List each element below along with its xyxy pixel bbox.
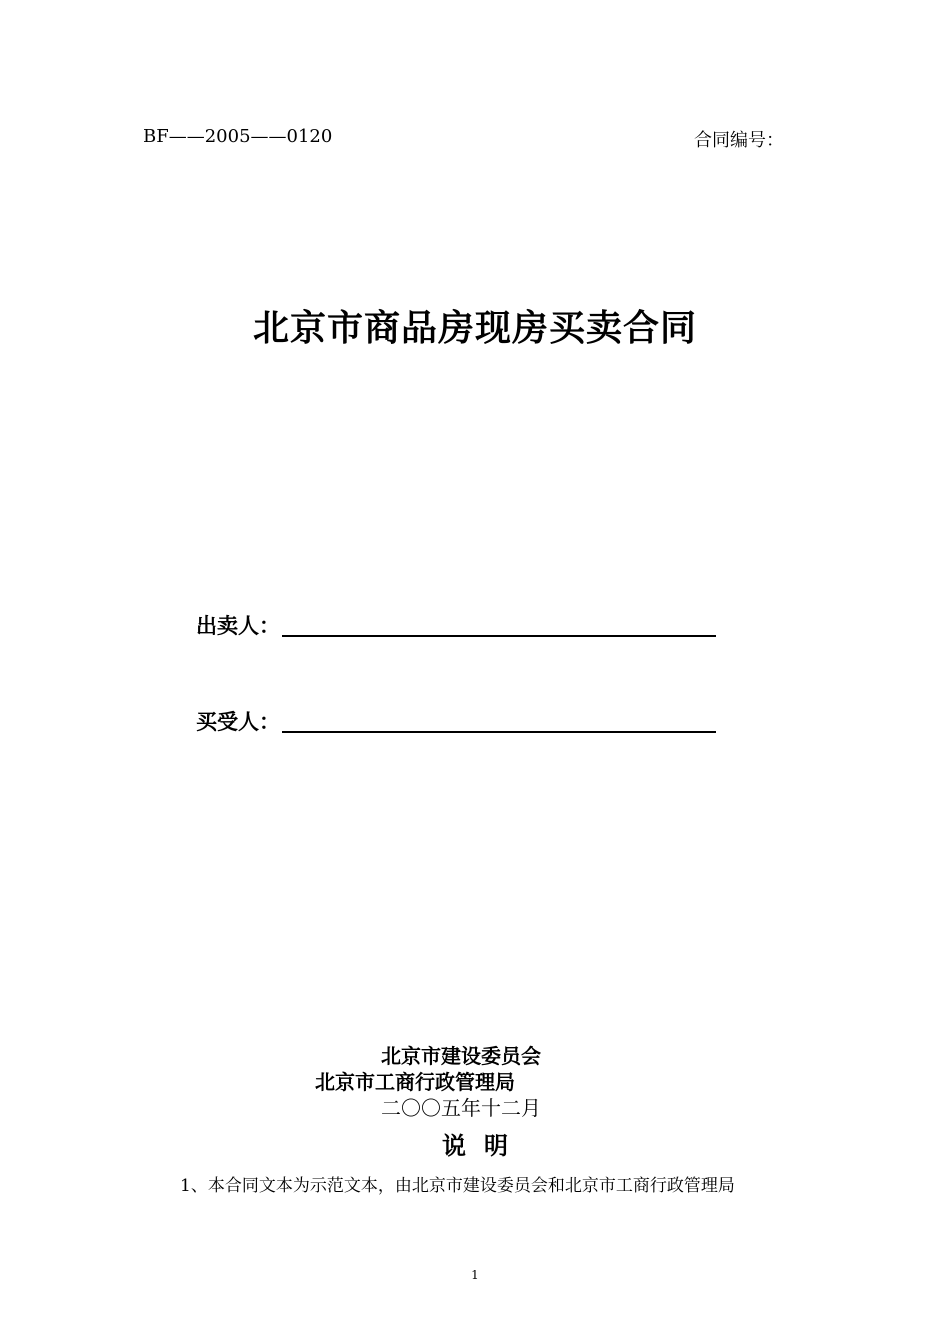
notes-paragraph-1: 1、本合同文本为示范文本，由北京市建设委员会和北京市工商行政管理局 bbox=[180, 1176, 735, 1196]
form-code: BF——2005——0120 bbox=[143, 126, 333, 147]
seller-label: 出卖人： bbox=[196, 614, 280, 638]
seller-blank-line bbox=[282, 635, 716, 637]
issuer-commerce-bureau: 北京市工商行政管理局 bbox=[315, 1070, 515, 1094]
issue-date: 二〇〇五年十二月 bbox=[381, 1096, 541, 1120]
seller-field bbox=[196, 610, 716, 640]
notes-heading: 说明 bbox=[442, 1132, 526, 1160]
buyer-field bbox=[196, 706, 716, 736]
contract-number-label: 合同编号： bbox=[694, 130, 784, 151]
document-title: 北京市商品房现房买卖合同 bbox=[252, 308, 697, 349]
page-number: 1 bbox=[471, 1268, 479, 1282]
issuer-construction-commission: 北京市建设委员会 bbox=[381, 1044, 541, 1068]
buyer-label: 买受人： bbox=[196, 710, 280, 734]
buyer-blank-line bbox=[282, 731, 716, 733]
